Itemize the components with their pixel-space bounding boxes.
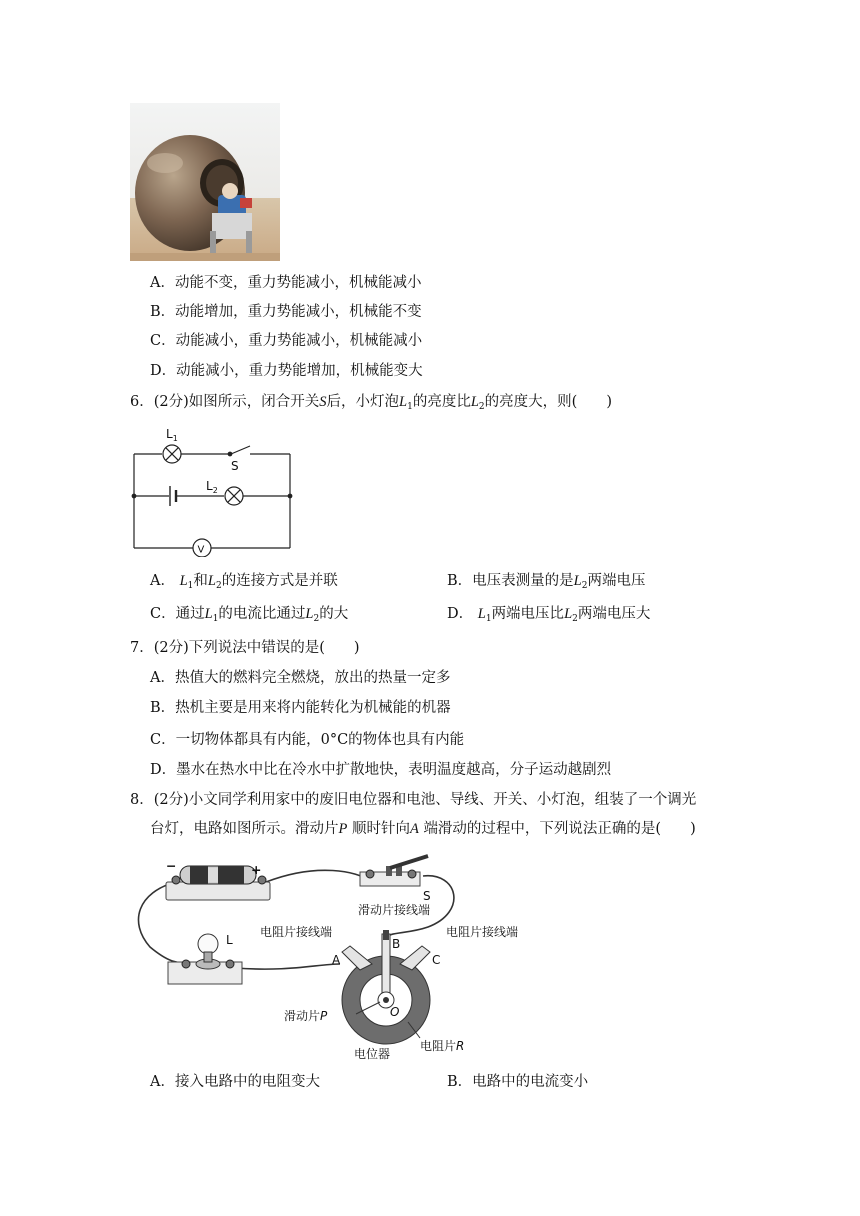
q6-option-a: A． $L_1$和$L_2$的连接方式是并联 [150, 573, 338, 591]
q8-option-b: B．电路中的电流变小 [447, 1074, 589, 1090]
q6-option-d: D． $L_1$两端电压比$L_2$两端电压大 [447, 606, 651, 624]
q6-option-c: C．通过$L_1$的电流比通过$L_2$的大 [150, 606, 349, 624]
resistor-terminal-left-label: 电阻片接线端 [260, 925, 333, 939]
terminal-a-label: A [332, 953, 341, 967]
lamp-l-label: L [226, 933, 233, 947]
q8-option-a: A．接入电路中的电阻变大 [150, 1074, 320, 1090]
q6-option-b: B．电压表测量的是$L_2$两端电压 [447, 573, 646, 591]
q7-stem: 7．(2分)下列说法中错误的是( ) [130, 640, 360, 656]
slider-terminal-label: 滑动片接线端 [358, 903, 431, 917]
q7-option-b: B．热机主要是用来将内能转化为机械能的机器 [150, 700, 451, 716]
label-l2: $L_2$ [206, 479, 218, 495]
q6-stem: 6．(2分)如图所示，闭合开关S后，小灯泡$L_1$的亮度比$L_2$的亮度大，则( ) [130, 394, 612, 412]
q7-option-d: D．墨水在热水中比在冷水中扩散地快，表明温度越高，分子运动越剧烈 [150, 762, 612, 778]
slider-p-label: 滑动片P [284, 1009, 328, 1023]
potentiometer-icon [342, 930, 430, 1044]
q8-stem-line1: 8．(2分)小文同学利用家中的废旧电位器和电池、导线、开关、小灯泡，组装了一个调光 [130, 792, 697, 808]
terminal-c-label: C [432, 953, 441, 967]
battery-minus-label: − [166, 858, 177, 873]
pivot-o-label: O [390, 1005, 400, 1019]
q8-potentiometer-diagram [128, 852, 548, 1066]
q5-option-b: B．动能增加，重力势能减小，机械能不变 [150, 304, 422, 320]
q8-stem-line2: 台灯，电路如图所示。滑动片P 顺时针向A 端滑动的过程中，下列说法正确的是( ) [150, 821, 696, 837]
switch-s-icon [231, 446, 250, 454]
label-l1: $L_1$ [166, 427, 178, 443]
q6-circuit-diagram [128, 422, 298, 557]
q7-option-a: A．热值大的燃料完全燃烧，放出的热量一定多 [150, 670, 451, 686]
q5-option-d: D．动能减小，重力势能增加，机械能变大 [150, 363, 423, 379]
resistor-terminal-right-label: 电阻片接线端 [446, 925, 519, 939]
battery-plus-label: + [251, 862, 262, 877]
label-s: S [231, 459, 239, 473]
terminal-b-label: B [392, 937, 401, 951]
q7-option-c: C．一切物体都具有内能，0°C的物体也具有内能 [150, 732, 465, 748]
q5-option-a: A．动能不变，重力势能减小，机械能减小 [150, 275, 422, 291]
switch-icon [360, 856, 428, 886]
label-v: V [197, 544, 205, 556]
resistor-r-label: 电阻片R [420, 1039, 465, 1053]
q5-option-c: C．动能减小，重力势能减小，机械能减小 [150, 333, 423, 349]
switch-s-label: S [423, 889, 431, 903]
capsule-photo [130, 103, 280, 261]
potentiometer-label: 电位器 [354, 1047, 391, 1061]
